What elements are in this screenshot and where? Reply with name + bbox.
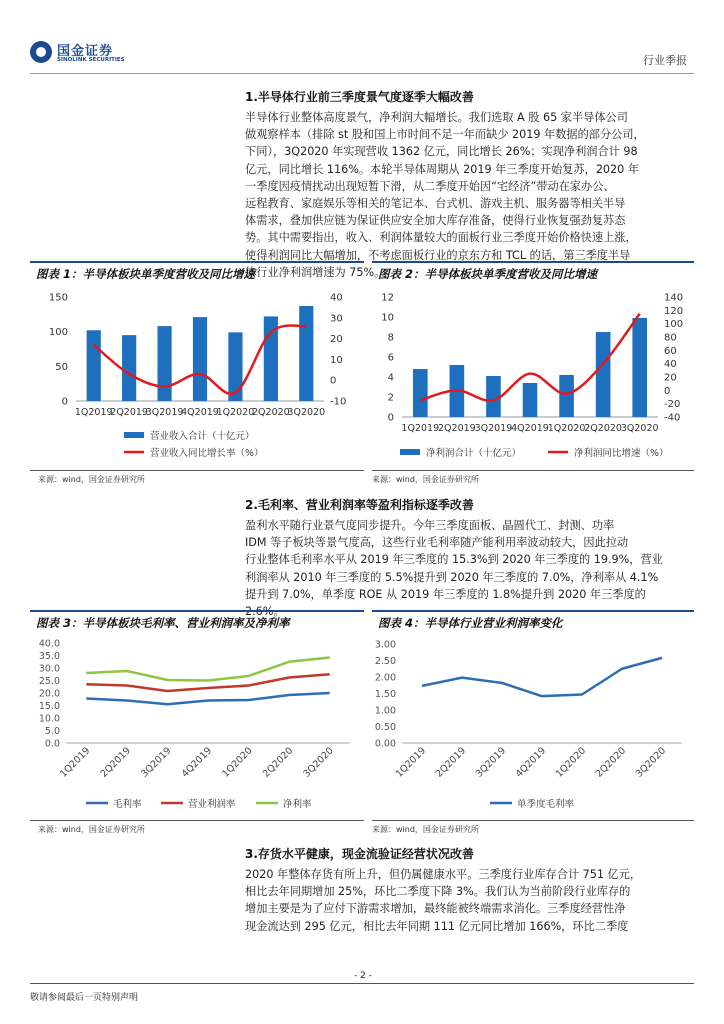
y-left-tick-label: 4	[387, 372, 394, 384]
figure-2-title: 图表 2：半导体板块单季度营收及同比增速	[372, 261, 694, 281]
paragraph-line: IDM 等子板块等景气度高，这些行业毛利率随产能利用率波动较大，因此拉动	[245, 536, 629, 550]
x-tick-label: 4Q2019	[513, 745, 549, 780]
series-line	[86, 674, 329, 691]
paragraph-line: 增加主要是为了应付下游需求增加，最终能被终端需求消化。三季度经营性净	[245, 902, 626, 916]
x-tick-label: 4Q2019	[179, 745, 215, 780]
y-tick-label: 25.0	[38, 676, 60, 687]
y-right-tick-label: 30	[330, 313, 343, 325]
paragraph-line: 盈利水平随行业景气度同步提升。今年三季度面板、晶圆代工、封测、功率	[245, 519, 615, 532]
figure-1-rule	[30, 470, 364, 471]
x-tick-label: 2Q2020	[252, 407, 290, 418]
figure-3-source: 来源：wind，国金证券研究所	[38, 825, 145, 834]
x-tick-label: 3Q2019	[139, 745, 174, 780]
legend-line-label: 净利润同比增速（%）	[574, 448, 669, 459]
paragraph-line: 一季度因疫情扰动出现短暂下滑，从二季度开始因“宅经济”带动在家办公、	[245, 179, 615, 193]
x-tick-label: 3Q2019	[473, 745, 509, 780]
figure-1-title: 图表 1：半导体板块单季度营收及同比增速	[30, 261, 364, 281]
x-tick-label: 4Q2019	[511, 423, 549, 434]
y-tick-label: 2.50	[374, 656, 396, 667]
bar	[632, 318, 647, 417]
paragraph-line: 利润率从 2010 年三季度的 5.5%提升到 2020 年三季度的 7.0%，净利率从 4.1%	[245, 570, 659, 584]
paragraph-line: 2020 年整体存货有所上升，但仍属健康水平。三季度行业库存合计 751 亿元，	[245, 868, 642, 881]
y-left-tick-label: 10	[381, 312, 394, 324]
x-tick-label: 3Q2020	[287, 407, 326, 418]
y-right-tick-label: 120	[664, 305, 684, 317]
legend-bar-swatch	[400, 449, 420, 455]
y-tick-label: 30.0	[38, 663, 60, 675]
section-1-paragraph	[245, 109, 695, 281]
y-tick-label: 2.00	[374, 672, 396, 684]
x-tick-label: 2Q2020	[260, 745, 296, 780]
x-tick-label: 1Q2020	[220, 745, 255, 780]
y-tick-label: 0.50	[374, 722, 396, 733]
y-right-tick-label: 0	[664, 385, 671, 397]
x-tick-label: 1Q2019	[401, 423, 440, 434]
figure-4-rule	[372, 820, 694, 821]
y-left-tick-label: 0	[387, 412, 394, 424]
legend-label: 单季度毛利率	[517, 799, 575, 810]
x-tick-label: 1Q2020	[547, 423, 586, 434]
paragraph-line: 提升到 7.0%，单季度 ROE 从 2019 年三季度的 1.8%提升到 2020 年三季度的	[245, 587, 646, 601]
y-left-tick-label: 8	[387, 332, 394, 344]
y-right-tick-label: 140	[664, 292, 684, 304]
x-tick-label: 1Q2020	[553, 745, 589, 780]
section-3-title: 3.存货水平健康，现金流验证经营状况改善	[245, 847, 474, 861]
figure-4-title: 图表 4：半导体行业营业利润率变化	[372, 610, 694, 630]
y-left-tick-label: 50	[55, 361, 68, 373]
bar	[193, 317, 207, 401]
x-tick-label: 2Q2019	[433, 745, 469, 780]
y-right-tick-label: 80	[664, 332, 677, 344]
legend-bar-swatch	[124, 432, 144, 438]
paragraph-line: 亿元，同比增长 116%。本轮半导体周期从 2019 年三季度开始复苏，2020 年	[245, 162, 640, 176]
section-1-title: 1.半导体行业前三季度景气度逐季大幅改善	[245, 90, 474, 104]
figure-4-source: 来源：wind，国金证券研究所	[372, 825, 479, 834]
x-tick-label: 3Q2020	[301, 745, 336, 780]
bar	[596, 332, 611, 417]
x-tick-label: 3Q2019	[145, 407, 184, 418]
y-tick-label: 0.00	[374, 738, 396, 750]
figure-3-title: 图表 3：半导体板块毛利率、营业利润率及净利率	[30, 610, 364, 630]
bar	[559, 375, 574, 417]
figure-3-svg	[30, 632, 364, 816]
y-left-tick-label: 100	[48, 327, 68, 339]
paragraph-line: 2.6%。	[245, 605, 285, 619]
page-number: - 2 -	[354, 971, 372, 981]
x-tick-label: 2Q2019	[438, 423, 476, 434]
logo-cn-text: 国金证券	[57, 44, 114, 59]
y-tick-label: 1.00	[374, 705, 396, 717]
y-left-tick-label: 6	[387, 352, 394, 364]
y-right-tick-label: 100	[664, 319, 684, 331]
y-left-tick-label: 12	[381, 292, 394, 304]
paragraph-line: 体需求，叠加供应链为保证供应安全加大库存准备，使得行业恢复强劲复苏态	[245, 214, 626, 228]
x-tick-label: 1Q2019	[57, 745, 93, 780]
section-2-paragraph	[245, 517, 695, 620]
figure-3-chart	[30, 632, 364, 816]
legend-bar-label: 净利润合计（十亿元）	[426, 448, 522, 459]
y-left-tick-label: 150	[48, 292, 68, 304]
y-tick-label: 40.0	[38, 638, 60, 650]
legend-bar-label: 营业收入合计（十亿元）	[150, 431, 255, 442]
page-header	[0, 0, 724, 80]
y-right-tick-label: -20	[664, 399, 681, 411]
paragraph-line: 体行业净利润增速为 75%。	[245, 265, 386, 279]
paragraph-line: 相比去年同期增加 25%，环比二季度下降 3%。我们认为当前阶段行业库存的	[245, 885, 631, 899]
paragraph-line: 使得利润同比大幅增加，不考虑面板行业的京东方和 TCL 的话，第三季度半导	[245, 248, 631, 262]
y-right-tick-label: -10	[330, 396, 347, 408]
y-tick-label: 15.0	[38, 701, 60, 712]
sinolink-logo	[30, 38, 134, 68]
bar	[122, 335, 136, 401]
x-tick-label: 1Q2020	[216, 407, 255, 418]
y-right-tick-label: 20	[330, 334, 343, 346]
paragraph-line: 远程教育、家庭娱乐等相关的笔记本、台式机、游戏主机、服务器等相关半导	[245, 197, 626, 211]
y-right-tick-label: 0	[330, 375, 337, 387]
y-right-tick-label: 40	[330, 292, 343, 304]
figure-2-rule	[372, 470, 694, 471]
figure-2-svg	[372, 283, 694, 468]
x-tick-label: 3Q2019	[474, 423, 513, 434]
bar	[87, 330, 101, 401]
x-tick-label: 2Q2020	[584, 423, 622, 434]
y-tick-label: 1.50	[374, 689, 396, 700]
bar	[523, 383, 538, 417]
header-divider	[30, 73, 694, 74]
section-2-title: 2.毛利率、营业利润率等盈利指标逐季改善	[245, 498, 474, 512]
bar	[299, 306, 313, 401]
paragraph-line: 下同），3Q2020 年实现营收 1362 亿元，同比增长 26%；实现净利润合计 98	[245, 145, 638, 159]
bar	[157, 326, 171, 401]
figure-1-chart	[30, 283, 364, 468]
legend-line-label: 营业收入同比增长率（%）	[150, 448, 264, 459]
x-tick-label: 2Q2019	[98, 745, 133, 780]
y-tick-label: 20.0	[38, 688, 60, 700]
y-tick-label: 10.0	[38, 713, 60, 725]
figure-1-svg	[30, 283, 364, 468]
y-right-tick-label: 20	[664, 372, 677, 384]
series-line	[422, 658, 662, 696]
y-left-tick-label: 2	[387, 392, 394, 404]
x-tick-label: 1Q2019	[393, 745, 429, 780]
paragraph-line: 做观察样本（排除 st 股和国上市时间不足一年而缺少 2019 年数据的部分公司，	[245, 128, 645, 142]
x-tick-label: 4Q2019	[181, 407, 219, 418]
section-3-paragraph	[245, 866, 695, 935]
legend-label: 营业利润率	[188, 799, 236, 810]
y-right-tick-label: 10	[330, 354, 343, 366]
legend-label: 毛利率	[113, 799, 142, 810]
bar	[413, 369, 428, 417]
logo-en-text: SINOLINK SECURITIES	[57, 57, 125, 63]
report-type-label: 行业季报	[643, 54, 687, 67]
x-tick-label: 1Q2019	[74, 407, 113, 418]
y-tick-label: 3.00	[374, 639, 396, 651]
series-line	[86, 693, 329, 704]
y-right-tick-label: -40	[664, 412, 681, 424]
figure-4-chart	[372, 632, 694, 816]
paragraph-line: 行业整体毛利率水平从 2019 年三季度的 15.3%到 2020 年三季度的 19.9%，营业	[245, 553, 663, 567]
paragraph-line: 现金流达到 295 亿元，相比去年同期 111 亿元同比增加 166%，环比二季度	[245, 919, 629, 933]
legend-label: 净利率	[283, 799, 312, 810]
paragraph-line: 半导体行业整体高度景气，净利润大幅增长。我们选取 A 股 65 家半导体公司	[245, 111, 628, 124]
figure-2-source: 来源：wind，国金证券研究所	[372, 475, 479, 484]
x-tick-label: 2Q2020	[593, 745, 629, 780]
bar	[228, 332, 242, 401]
y-tick-label: 35.0	[38, 651, 60, 662]
figure-4-svg	[372, 632, 694, 816]
paragraph-line: 势。其中需要指出，收入、利润体量较大的面板行业三季度开始价格快速上涨，	[245, 231, 637, 245]
y-right-tick-label: 40	[664, 359, 677, 371]
figure-2-chart	[372, 283, 694, 468]
y-tick-label: 0.0	[44, 738, 60, 750]
x-tick-label: 3Q2020	[620, 423, 659, 434]
x-tick-label: 2Q2019	[110, 407, 148, 418]
figure-3-rule	[30, 820, 364, 821]
footer-divider	[30, 983, 694, 984]
y-left-tick-label: 0	[61, 396, 68, 408]
disclaimer-note: 敬请参阅最后一页特别声明	[30, 993, 139, 1003]
figure-1-source: 来源：wind，国金证券研究所	[38, 475, 145, 484]
logo-mark-icon	[30, 41, 52, 63]
y-tick-label: 5.0	[44, 726, 60, 737]
x-tick-label: 3Q2020	[633, 745, 669, 780]
y-right-tick-label: 60	[664, 345, 677, 357]
